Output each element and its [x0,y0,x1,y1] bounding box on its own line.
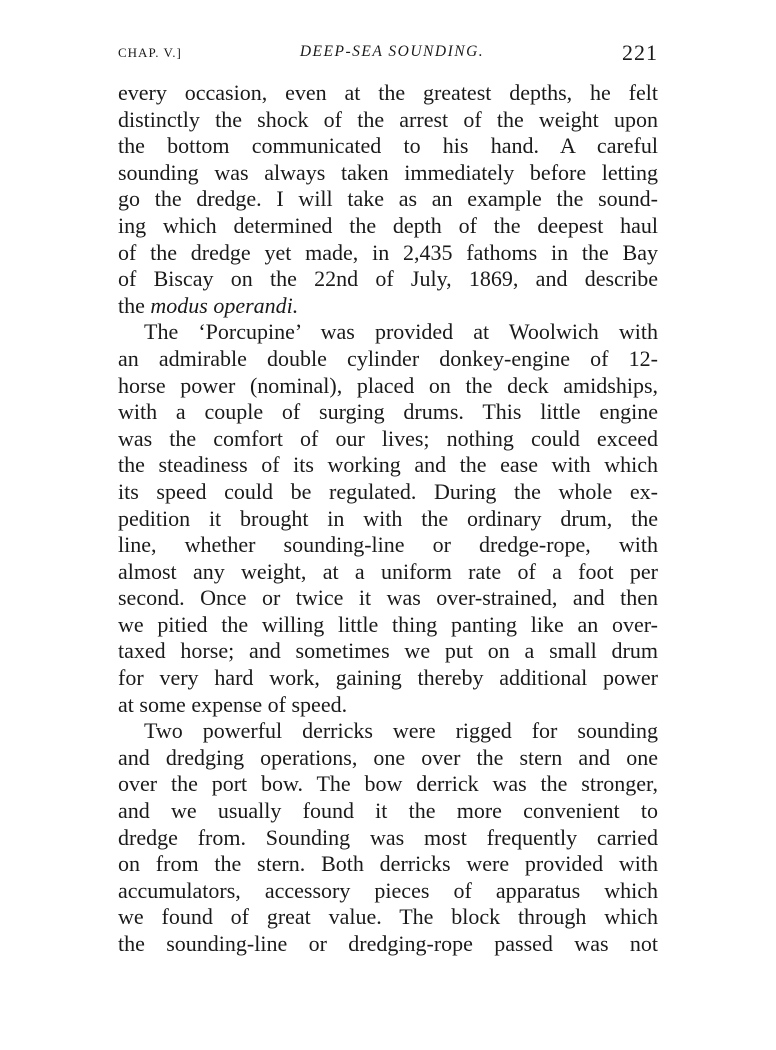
paragraph-first-line: The ‘Porcupine’ was provided at Woolwich with [144,319,658,345]
text-line: horse power (nominal), placed on the deck amidships, [118,372,658,398]
text-line: sounding was always taken immediately before letting [118,159,658,185]
running-title: DEEP-SEA SOUNDING. [299,43,485,60]
body-text [118,80,658,958]
text-line: taxed horse; and sometimes we put on a small drum [118,638,658,664]
text-line: every occasion, even at the greatest depths, he felt [118,80,658,105]
text-line: for very hard work, gaining thereby additional power [118,665,658,691]
text-line: almost any weight, at a uniform rate of a foot per [118,558,658,584]
text-line: of the dredge yet made, in 2,435 fathoms in the Bay [118,239,658,265]
text-fragment: the [118,292,145,318]
text-line: at some expense of speed. [118,691,348,717]
text-line-with-italic [118,293,658,320]
text-line: second. Once or twice it was over-strained, and then [118,585,658,611]
text-line: the bottom communicated to his hand. A careful [118,133,658,159]
text-line: ing which determined the depth of the deepest haul [118,212,658,238]
page-number: 221 [622,40,658,65]
italic-phrase: modus operandi. [150,292,299,318]
text-line: its speed could be regulated. During the whole ex- [118,478,658,504]
text-line: go the dredge. I will take as an example the sound- [118,186,658,212]
text-line: dredge from. Sounding was most frequently carried [118,824,658,850]
text-line: we pitied the willing little thing panting like an over- [118,611,658,637]
text-line: line, whether sounding-line or dredge-rope, with [118,532,658,558]
text-line: and dredging operations, one over the stern and one [118,744,658,770]
text-line: accumulators, accessory pieces of apparatus which [118,877,658,903]
text-line: pedition it brought in with the ordinary drum, the [118,505,658,531]
text-line: the steadiness of its working and the ease with which [118,452,658,478]
running-head [118,40,658,64]
text-line: and we usually found it the more convenient to [118,798,658,824]
text-line: an admirable double cylinder donkey-engine of 12- [118,345,658,371]
text-line: over the port bow. The bow derrick was the stronger, [118,771,658,797]
text-line: on from the stern. Both derricks were provided with [118,851,658,877]
paragraph-first-line: Two powerful derricks were rigged for sounding [144,718,658,744]
text-line: of Biscay on the 22nd of July, 1869, and describe [118,266,658,292]
text-line: we found of great value. The block through which [118,904,658,930]
text-line: the sounding-line or dredging-rope passed was not [118,931,658,956]
chapter-label: CHAP. V.] [118,45,182,60]
text-line: was the comfort of our lives; nothing could exceed [118,425,658,451]
text-line: with a couple of surging drums. This little engine [118,399,658,425]
text-line: distinctly the shock of the arrest of the weight upon [118,106,658,132]
